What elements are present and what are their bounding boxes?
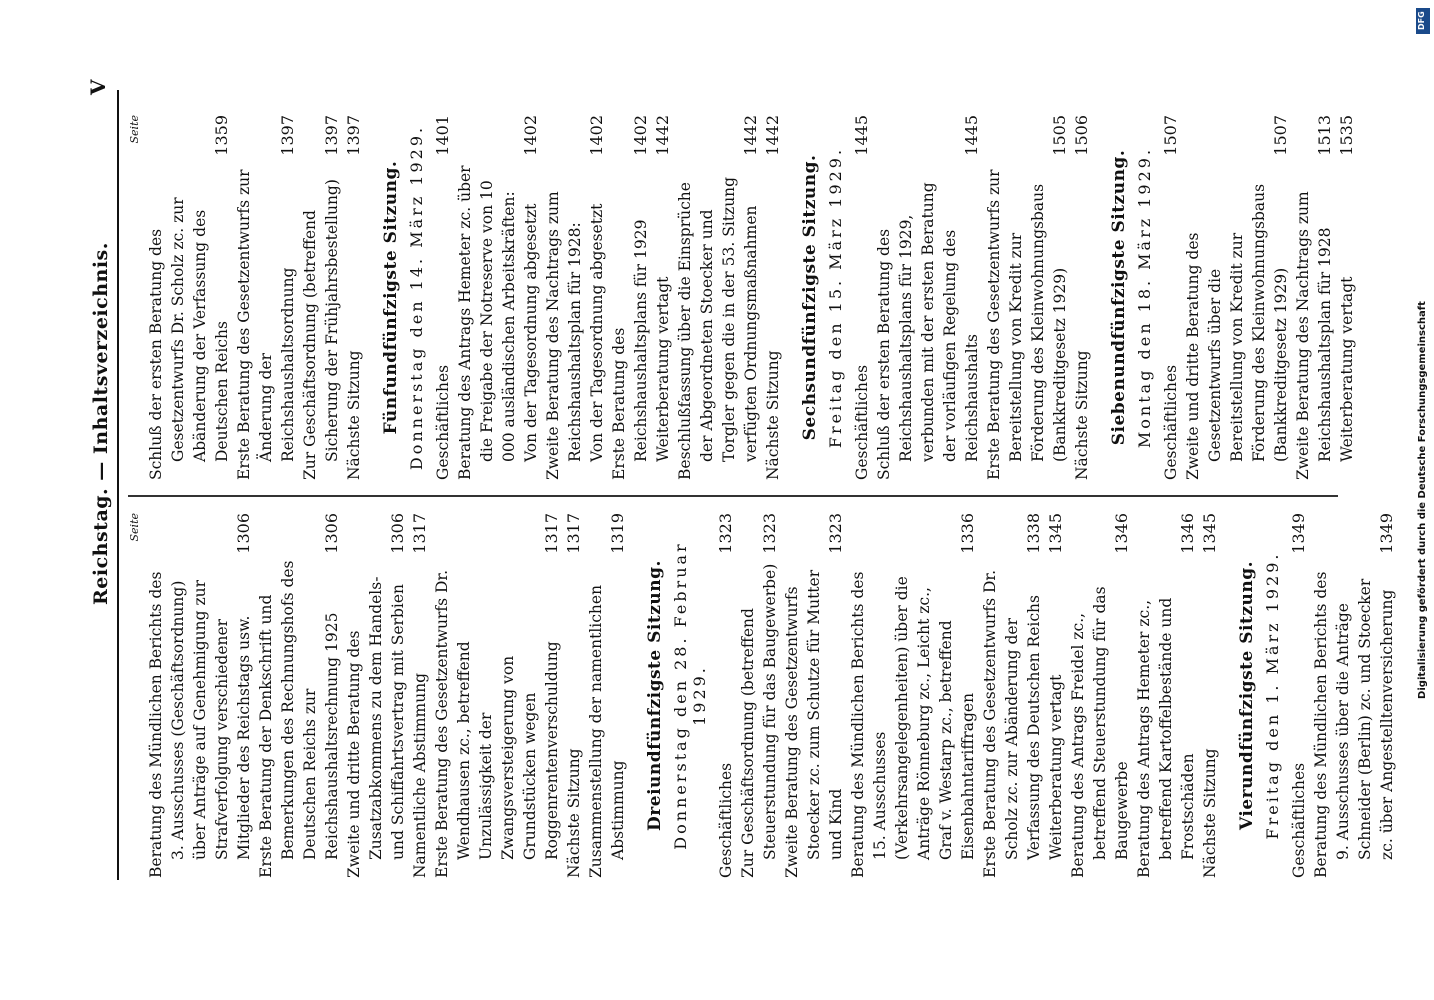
toc-entry-text: Zweite und dritte Beratung des Zusatzabkommens zu dem Handels- und Schiffahrtsvertrag mit Serbien [345,576,407,878]
toc-entry-text: Erste Beratung des Reichshaushaltsplans für 1929 [610,219,650,480]
toc-entry-page: 1346 [1178,513,1197,554]
toc-entry [1288,513,1310,878]
toc-entry [851,115,873,480]
toc-entry-text: Von der Tagesordnung abgesetzt [588,203,606,462]
toc-entry-text: Zur Geschäftsordnung (betreffend Sicherung der Frühjahrsbestellung) [301,179,341,480]
toc-entry-text: Beratung des Mündlichen Berichts des 9. Ausschusses über die Anträge Schneider (Berlin) zc. und Stoecker zc. über Angestelltenversicherung [1312,571,1396,878]
toc-entry-text: Weiterberatung vertagt [1338,276,1356,462]
toc-entry [1292,115,1336,480]
toc-entry-page: 1535 [1337,115,1356,156]
toc-entry-text: Nächste Sitzung [345,350,363,480]
toc-entry-text: Geschäftliches [1162,364,1180,480]
dfg-logo: DFG [1416,8,1430,34]
toc-entry-text: Geschäftliches [717,762,735,878]
session-date: Donnerstag den 14. März 1929. [407,124,426,471]
right-session1-entries [432,115,784,480]
toc-entry [1310,513,1398,878]
column-divider [128,496,1338,498]
toc-entry-page: 1402 [521,115,540,156]
right-session2-entries [851,115,1093,480]
toc-entry-page: 1349 [1289,513,1308,554]
toc-entry-text: Geschäftliches [853,364,871,480]
toc-entry [563,513,585,878]
toc-entry-page: 1397 [278,115,297,156]
toc-entry [343,513,409,878]
toc-entry [1071,115,1093,480]
seite-label-right: Seite [128,115,141,144]
toc-entry [873,115,983,480]
toc-entry [542,115,586,480]
session-heading: Fünfundfünfzigste Sitzung. [381,160,401,435]
toc-entry-page: 1345 [1046,513,1065,554]
toc-entry-page: 1306 [234,513,253,554]
toc-entry-text: Erste Beratung des Gesetzentwurfs Dr. Wendhausen zc., betreffend Unzulässigkeit der Zwangsversteigerung von Grundstücken wegen Roggenrentenverschuldung [433,569,561,878]
left-session2-entries [1288,513,1398,878]
toc-entry-text: Geschäftliches [434,364,452,480]
toc-entry-text: Erste Beratung des Gesetzentwurfs Dr. Scholz zc. zur Abänderung der Verfassung des Deutschen Reichs [981,569,1043,878]
toc-entry [983,115,1071,480]
toc-entry-page: 1505 [1050,115,1069,156]
toc-entry-text: Beratung des Antrags Hemeter zc., betreffend Kartoffelbestände und Frostschäden [1135,597,1197,878]
right-session3-entries [1160,115,1358,480]
toc-entry [145,513,255,878]
toc-entry-page: 1359 [212,115,231,156]
toc-entry-page: 1319 [608,513,627,554]
toc-entry-page: 1401 [433,115,452,156]
session-date: Montag den 18. März 1929. [1135,146,1154,449]
toc-entry [737,513,781,878]
session-heading: Siebenundfünfzigste Sitzung. [1109,149,1129,446]
toc-entry-text: Weiterberatung vertagt [654,276,672,462]
toc-entry [233,115,299,480]
toc-entry [431,513,563,878]
toc-entry-page: 1507 [1271,115,1290,156]
toc-entry-text: Zweite Beratung des Nachtrags zum Reichshaushaltsplan für 1928: [544,191,584,480]
toc-entry [1160,115,1182,480]
toc-entry [343,115,365,480]
left-session1-entries [715,513,1221,878]
toc-entry-page: 1345 [1200,513,1219,554]
toc-entry-text: Zweite Beratung des Gesetzentwurfs Stoecker zc. zum Schutze für Mutter und Kind [783,569,845,878]
toc-entry-text: Zweite und dritte Beratung des Gesetzentwurfs über die Bereitstellung von Kredit zur Förderung des Kleinwohnungsbaus (Bankkreditgesetz 1929) [1184,183,1290,480]
page-header-title: Reichstag. — Inhaltsverzeichnis. [90,242,112,605]
toc-entry-text: Zusammenstellung der namentlichen Abstimmung [587,584,627,878]
page-number: V [86,79,110,95]
toc-entry [674,115,762,480]
toc-entry-text: Von der Tagesordnung abgesetzt [522,203,540,462]
toc-entry-page: 1397 [344,115,363,156]
toc-entry-page: 1323 [716,513,735,554]
toc-entry-page: 1397 [322,115,341,156]
toc-entry-page: 1349 [1377,513,1396,554]
toc-entry-page: 1402 [587,115,606,156]
toc-entry [762,115,784,480]
session-heading: Vierundfünfzigste Sitzung. [1237,561,1257,830]
toc-entry-page: 1306 [388,513,407,554]
session-date: Freitag den 1. März 1929. [1263,551,1282,840]
toc-entry [652,115,674,480]
toc-entry-text: Nächste Sitzung [1201,748,1219,878]
toc-entry [1336,115,1358,480]
session-date: Donnerstag den 28. Februar 1929. [671,541,709,850]
toc-entry [585,513,629,878]
toc-entry [586,115,608,480]
toc-entry-page: 1445 [962,115,981,156]
toc-entry-page: 1323 [760,513,779,554]
right-column [128,115,1358,480]
toc-entry-text: Weiterberatung vertagt [1047,674,1065,860]
toc-entry-page: 1323 [826,513,845,554]
toc-entry-page: 1506 [1072,115,1091,156]
toc-entry [454,115,520,480]
toc-entry-page: 1402 [631,115,650,156]
toc-entry [715,513,737,878]
toc-entry-page: 1346 [1112,513,1131,554]
toc-entry-page: 1442 [653,115,672,156]
right-entries-top [145,115,365,480]
toc-entry-text: Nächste Sitzung [565,748,583,878]
toc-entry [1199,513,1221,878]
toc-entry-text: Beratung des Mündlichen Berichts des 15. Ausschusses (Verkehrsangelegenheiten) über die Anträge Rönneburg zc., Leicht zc., Graf v. Westarp zc., betreffend Eisenbahntariffragen [849,571,977,878]
toc-entry [1067,513,1133,878]
toc-entry [255,513,343,878]
toc-entry-page: 1317 [410,513,429,554]
toc-entry-text: Schluß der ersten Beratung des Reichshaushaltsplans für 1929, verbunden mit der ersten Beratung der vorläufigen Regelung des Reichshaushalts [875,182,981,480]
toc-entry-text: Beschlußfassung über die Einsprüche der Abgeordneten Stoecker und Torgler gegen die in der 53. Sitzung verfügten Ordnungsmaßnahmen [676,176,760,480]
toc-entry-page: 1513 [1315,115,1334,156]
toc-entry-page: 1507 [1161,115,1180,156]
toc-entry-page: 1445 [852,115,871,156]
toc-entry [520,115,542,480]
toc-entry-text: Namentliche Abstimmung [411,672,429,878]
toc-entry [608,115,652,480]
toc-entry [299,115,343,480]
toc-entry [1182,115,1292,480]
toc-entry [847,513,979,878]
toc-entry-text: Nächste Sitzung [1073,350,1091,480]
toc-entry-text: Beratung des Antrags Freidel zc., betreffend Steuerstundung für das Baugewerbe [1069,586,1131,878]
session-date: Freitag den 15. März 1929. [826,146,845,449]
toc-entry-text: Erste Beratung des Gesetzentwurfs zur Bereitstellung von Kredit zur Förderung des Kleinwohnungsbaus (Bankkreditgesetz 1929) [985,169,1069,480]
toc-entry [432,115,454,480]
toc-entry [979,513,1045,878]
session-heading: Sechsundfünfzigste Sitzung. [800,154,820,441]
toc-entry-page: 1317 [542,513,561,554]
toc-entry-text: Zweite Beratung des Nachtrags zum Reichshaushaltsplan für 1928 [1294,191,1334,480]
toc-entry [781,513,847,878]
toc-entry [409,513,431,878]
toc-entry-page: 1317 [564,513,583,554]
toc-entry-text: Erste Beratung der Denkschrift und Bemerkungen des Rechnungshofs des Deutschen Reichs zur Reichshaushaltsrechnung 1925 [257,560,341,878]
left-entries-top [145,513,629,878]
toc-entry-page: 1442 [763,115,782,156]
toc-entry-text: Schluß der ersten Beratung des Gesetzentwurfs Dr. Scholz zc. zur Abänderung der Verfassung des Deutschen Reichs [147,197,231,480]
toc-entry-text: Geschäftliches [1290,762,1308,878]
toc-entry-text: Erste Beratung des Gesetzentwurfs zur Änderung der Reichshaushaltsordnung [235,169,297,480]
toc-entry-page: 1442 [741,115,760,156]
toc-entry-text: Zur Geschäftsordnung (betreffend Steuerstundung für das Baugewerbe) [739,563,779,878]
toc-entry-text: Beratung des Antrags Hemeter zc. über die Freigabe der Notreserve von 10 000 ausländischen Arbeitskräften: [456,165,518,480]
toc-entry-page: 1338 [1024,513,1043,554]
toc-entry [1133,513,1199,878]
left-column [128,513,1398,878]
toc-entry-text: Nächste Sitzung [764,350,782,480]
seite-label-left: Seite [128,513,141,542]
toc-entry-text: Beratung des Mündlichen Berichts des 3. Ausschusses (Geschäftsordnung) über Anträge auf Genehmigung zur Strafverfolgung verschiedener Mitglieder des Reichstags usw. [147,571,253,878]
header-rule [117,90,119,880]
toc-entry [145,115,233,480]
session-heading: Dreiundfünfzigste Sitzung. [645,560,665,831]
toc-entry-page: 1336 [958,513,977,554]
toc-entry-page: 1306 [322,513,341,554]
toc-entry [1045,513,1067,878]
